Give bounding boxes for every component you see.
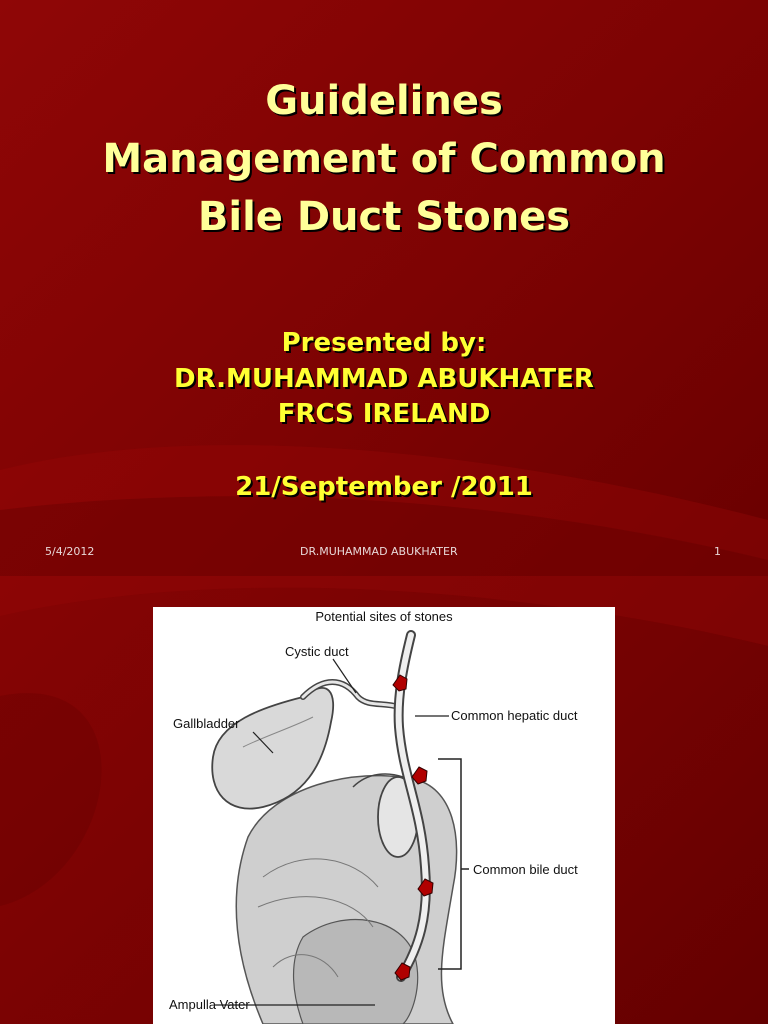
slide-title bbox=[0, 72, 768, 246]
label-common-bile-duct: Common bile duct bbox=[473, 862, 578, 877]
label-ampulla-vater: Ampulla Vater bbox=[169, 997, 250, 1012]
presented-by: Presented by: bbox=[281, 328, 487, 358]
title-line-3: Bile Duct Stones bbox=[197, 194, 571, 240]
footer-date: 5/4/2012 bbox=[45, 545, 95, 558]
anatomy-drawing bbox=[153, 607, 615, 1024]
title-line-1: Guidelines bbox=[265, 78, 503, 124]
diagram-slide bbox=[0, 576, 768, 1024]
presenter-name: DR.MUHAMMAD ABUKHATER bbox=[174, 364, 594, 394]
stone-marker-1 bbox=[393, 675, 407, 691]
footer-page-number: 1 bbox=[714, 545, 721, 558]
title-line-2: Management of Common bbox=[102, 136, 666, 182]
figure-title: Potential sites of stones bbox=[315, 609, 453, 624]
presenter-credentials: FRCS IRELAND bbox=[277, 399, 491, 429]
presentation-date: 21/September /2011 bbox=[235, 472, 533, 502]
bile-duct-illustration bbox=[153, 607, 615, 1024]
label-gallbladder: Gallbladder bbox=[173, 716, 240, 731]
label-common-hepatic-duct: Common hepatic duct bbox=[451, 708, 578, 723]
footer-author: DR.MUHAMMAD ABUKHATER bbox=[300, 545, 458, 558]
label-cystic-duct: Cystic duct bbox=[285, 644, 349, 659]
